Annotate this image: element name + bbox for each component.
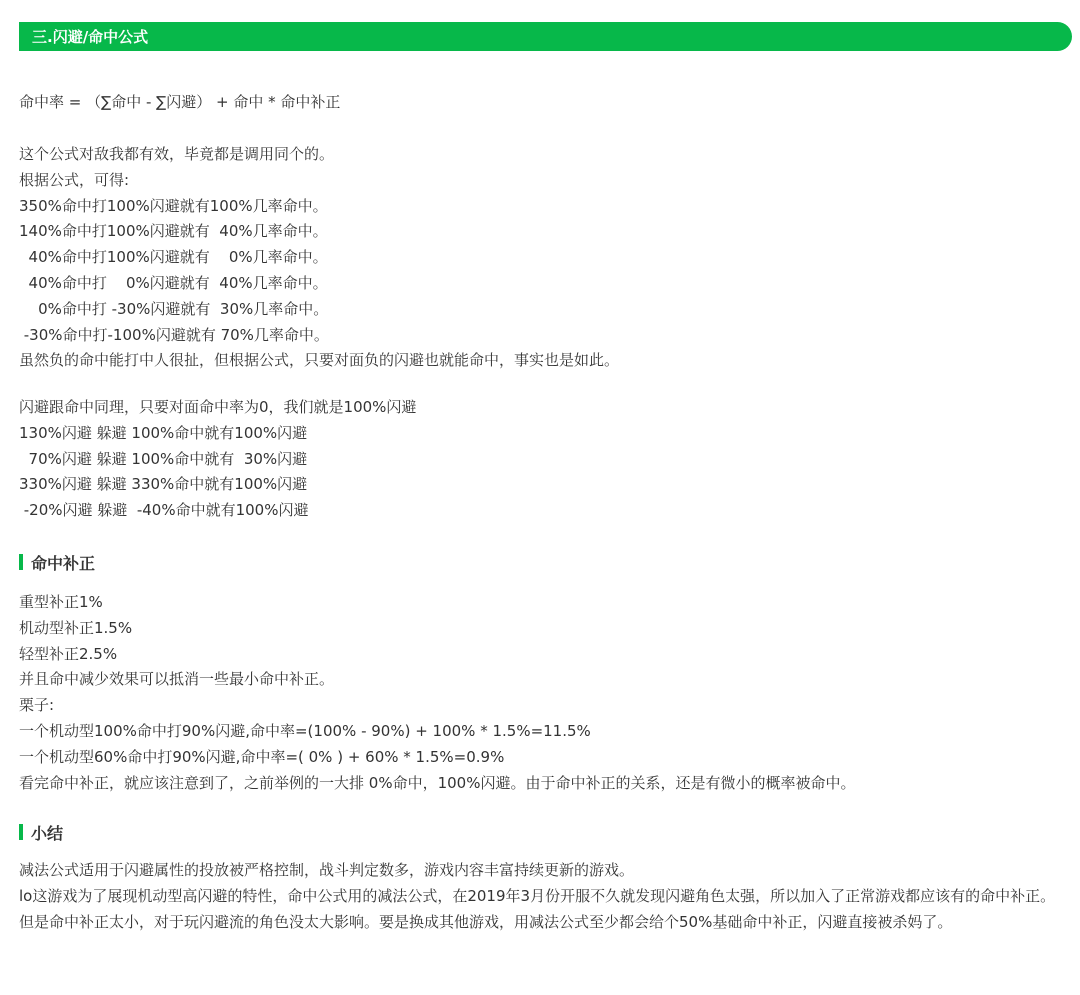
text-line: 重型补正1% xyxy=(19,593,103,611)
text-line: 减法公式适用于闪避属性的投放被严格控制，战斗判定数多，游戏内容丰富持续更新的游戏。 xyxy=(19,861,635,879)
text-line: -20%闪避 躲避 -40%命中就有100%闪避 xyxy=(19,501,309,520)
summary-paragraph xyxy=(19,858,1069,935)
text-line: 机动型补正1.5% xyxy=(19,618,133,637)
text-line: 40%命中打 0%闪避就有 40%几率命中。 xyxy=(19,273,328,292)
subheading-accent-bar xyxy=(19,824,23,840)
text-line: 这个公式对敌我都有效，毕竟都是调用同个的。 xyxy=(19,145,335,163)
subheading-accent-bar xyxy=(19,554,23,570)
text-line: 0%命中打 -30%闪避就有 30%几率命中。 xyxy=(19,299,329,318)
text-line: 140%命中打100%闪避就有 40%几率命中。 xyxy=(19,222,328,241)
section-banner xyxy=(19,22,1072,51)
text-line: 虽然负的命中能打中人很扯，但根据公式，只要对面负的闪避也就能命中，事实也是如此。 xyxy=(19,351,620,370)
section-title: 三.闪避/命中公式 xyxy=(32,28,149,46)
text-line: 看完命中补正，就应该注意到了，之前举例的一大排 0%命中，100%闪避。由于命中补正的关系，还是有微小的概率被命中。 xyxy=(19,773,856,792)
formula-paragraph xyxy=(19,90,1069,116)
text-line: 350%命中打100%闪避就有100%几率命中。 xyxy=(19,196,328,215)
hit-examples-paragraph xyxy=(19,142,1069,374)
text-line: 闪避跟命中同理，只要对面命中率为0，我们就是100%闪避 xyxy=(19,398,417,416)
text-line: 40%命中打100%闪避就有 0%几率命中。 xyxy=(19,248,328,267)
subheading-summary xyxy=(19,821,63,843)
formula-text: 命中率 = （∑命中 - ∑闪避） + 命中 * 命中补正 xyxy=(19,93,341,111)
hit-correction-paragraph xyxy=(19,590,1069,796)
text-line: 330%闪避 躲避 330%命中就有100%闪避 xyxy=(19,475,308,494)
text-line: 根据公式，可得: xyxy=(19,170,130,189)
subheading-title: 命中补正 xyxy=(31,553,96,573)
dodge-examples-paragraph xyxy=(19,395,1069,524)
text-line: 70%闪避 躲避 100%命中就有 30%闪避 xyxy=(19,449,308,468)
text-line: 并且命中减少效果可以抵消一些最小命中补正。 xyxy=(19,670,335,689)
text-line: 130%闪避 躲避 100%命中就有100%闪避 xyxy=(19,423,308,442)
text-line: -30%命中打-100%闪避就有 70%几率命中。 xyxy=(19,325,329,344)
text-line: 一个机动型60%命中打90%闪避,命中率=( 0% ) + 60% * 1.5%=0.9% xyxy=(19,747,505,766)
subheading-title: 小结 xyxy=(31,823,64,843)
subheading-hit-correction xyxy=(19,551,95,573)
text-line: 一个机动型100%命中打90%闪避,命中率=(100% - 90%) + 100% * 1.5%=11.5% xyxy=(19,721,591,740)
text-paragraph: lo这游戏为了展现机动型高闪避的特性，命中公式用的减法公式，在2019年3月份开服不久就发现闪避角色太强，所以加入了正常游戏都应该有的命中补正。但是命中补正太小，对于玩闪避流的角色没太大影响。要是换成其他游戏，用减法公式至少都会给个50%基础命中补正，闪避直接被杀妈了。 xyxy=(19,886,1056,931)
text-line: 栗子: xyxy=(19,696,55,715)
text-line: 轻型补正2.5% xyxy=(19,644,118,663)
